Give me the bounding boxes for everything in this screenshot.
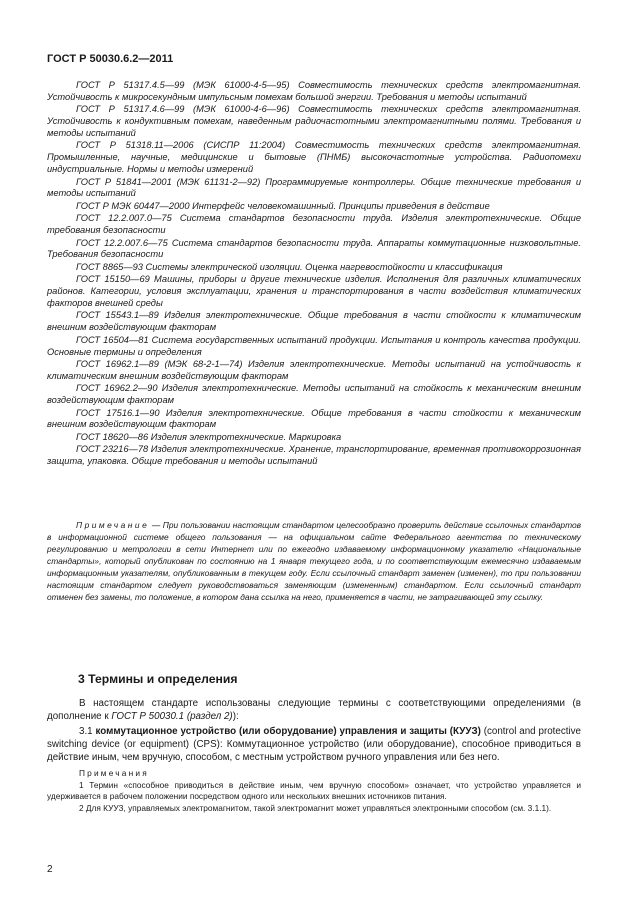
reference-item: ГОСТ Р 51841—2001 (МЭК 61131-2—92) Программируемые контроллеры. Общие технические требования и методы испытаний <box>47 176 581 199</box>
term-number: 3.1 <box>79 725 96 737</box>
reference-item: ГОСТ Р МЭК 60447—2000 Интерфейс человекомашинный. Принципы приведения в действие <box>76 200 490 211</box>
reference-item: ГОСТ 16962.1—89 (МЭК 68-2-1—74) Изделия электротехнические. Методы испытаний на устойчивость к климатическим внешним воздействующим факторам <box>47 358 581 381</box>
reference-item: ГОСТ 18620—86 Изделия электротехнические. Маркировка <box>76 431 342 442</box>
reference-item: ГОСТ Р 51317.4.6—99 (МЭК 61000-4-6—96) Совместимость технических средств электромагнитная. Устойчивость к кондуктивным помехам, наведенным радиочастотными электромагнитными полями. Требования и методы испытаний <box>47 104 581 138</box>
reference-item: ГОСТ 16962.2—90 Изделия электротехнические. Методы испытаний на стойкость к механическим внешним воздействующим факторам <box>47 383 581 406</box>
reference-item: ГОСТ Р 51317.4.5—99 (МЭК 61000-4-5—95) Совместимость технических средств электромагнитная. Устойчивость к микросекундным импульсным помехам большой энергии. Требования и методы испытаний <box>47 80 581 102</box>
term-note-1: 1 Термин «способное приводиться в действие иным, чем вручную способом» означает, что устройство управляется и удерживается в рабочем положении посредством одного или нескольких внешних источников питания. <box>47 780 581 802</box>
intro-paragraph <box>47 697 581 724</box>
term-text: (control and protective switching device (or equipment) (CPS): Коммутационное устройство (или оборудование), способное приводиться в действие иным, чем вручную, способом, с местным устройством ручного управления или без него. <box>47 725 581 764</box>
reference-item: ГОСТ 12.2.007.6—75 Система стандартов безопасности труда. Аппараты коммутационные низковольтные. Требования безопасности <box>47 237 581 260</box>
page-number: 2 <box>47 864 53 875</box>
reference-item: ГОСТ 16504—81 Система государственных испытаний продукции. Испытания и контроль качества продукции. Основные термины и определения <box>47 334 581 357</box>
intro-reference: ГОСТ Р 50030.1 (раздел 2) <box>111 711 233 723</box>
term-definition <box>47 725 581 765</box>
reference-note <box>47 519 581 603</box>
intro-prefix: В настоящем стандарте использованы следующие термины с соответствующими определениями (в дополнение к <box>47 698 581 723</box>
reference-item: ГОСТ 15150—69 Машины, приборы и другие технические изделия. Исполнения для различных климатических районов. Категории, условия эксплуатации, хранения и транспортирования в части воздействия климатических факторов внешней среды <box>47 274 581 308</box>
note-label: Примечание <box>76 520 150 530</box>
intro-suffix: ): <box>232 711 239 723</box>
term-note-2: 2 Для КУУЗ, управляемых электромагнитом, такой электромагнит может управляться электронными способом (см. 3.1.1). <box>79 803 552 814</box>
reference-item: ГОСТ 15543.1—89 Изделия электротехнические. Общие требования в части стойкости к климатическим внешним воздействующим факторам <box>47 310 581 333</box>
section-title: 3 Термины и определения <box>78 672 238 686</box>
reference-item: ГОСТ 23216—78 Изделия электротехнические. Хранение, транспортирование, временная противокоррозионная защита, упаковка. Общие требования и методы испытаний <box>47 444 581 467</box>
term-name: коммутационное устройство (или оборудование) управления и защиты (КУУЗ) <box>95 725 481 737</box>
document-header: ГОСТ Р 50030.6.2—2011 <box>47 53 174 65</box>
reference-item: ГОСТ 17516.1—90 Изделия электротехнические. Общие требования в части стойкости к механическим внешним воздействующим факторам <box>47 407 581 430</box>
reference-item: ГОСТ 8865—93 Системы электрической изоляции. Оценка нагревостойкости и классификация <box>76 261 503 272</box>
notes-label: Примечания <box>79 768 149 779</box>
section-body <box>47 697 581 815</box>
reference-item: ГОСТ Р 51318.11—2006 (СИСПР 11:2004) Совместимость технических средств электромагнитная. Промышленные, научные, медицинские и бытовые (ПНМБ) высокочастотные устройства. Радиопомехи индустриальные. Нормы и методы измерений <box>47 140 581 175</box>
reference-list <box>47 80 581 469</box>
notes-heading <box>47 768 581 779</box>
note-text: — При пользовании настоящим стандартом целесообразно проверить действие ссылочных стандартов в информационной системе общего пользования — на официальном сайте Федерального агентства по техническому регулированию и метрологии в сети Интернет или по ежегодно издаваемому информационному указателю «Национальные стандарты», который опубликован по состоянию на 1 января текущего года, и по соответствующим ежемесячно издаваемым информационным указателям, опубликованным в текущем году. Если ссылочный стандарт заменен (изменен), то при пользовании настоящим стандартом следует руководствоваться заменяющим (измененным) стандартом. Если ссылочный стандарт отменен без замены, то положение, в котором дана ссылка на него, применяется в части, не затрагивающей эту ссылку. <box>47 520 581 602</box>
reference-item: ГОСТ 12.2.007.0—75 Система стандартов безопасности труда. Изделия электротехнические. Общие требования безопасности <box>47 213 581 236</box>
